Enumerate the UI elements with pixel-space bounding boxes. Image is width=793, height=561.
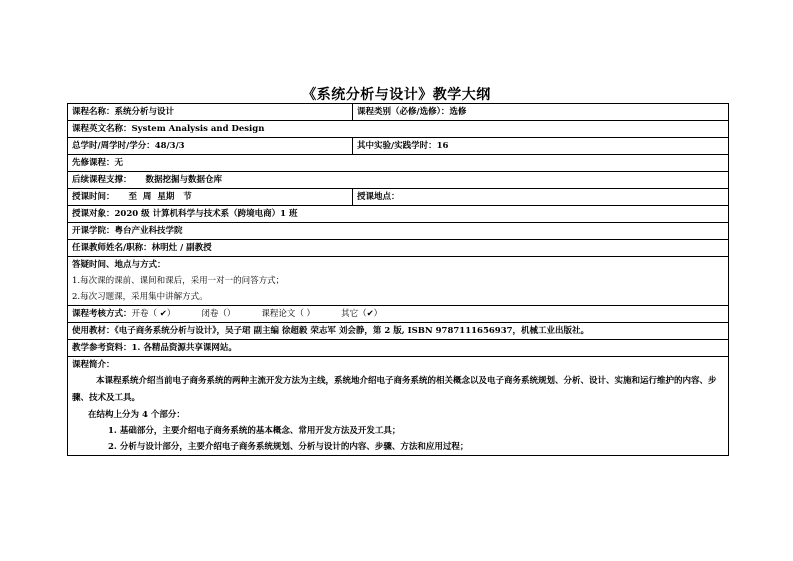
table-row	[68, 104, 729, 121]
time-label: 授课时间：	[72, 192, 115, 202]
hours-cell	[68, 138, 353, 155]
table-row	[68, 121, 729, 138]
exam-closed: 闭卷（）	[201, 309, 236, 319]
table-row	[68, 155, 729, 172]
college-cell	[68, 223, 729, 240]
exam-paper: 课程论文（ ）	[261, 309, 316, 319]
table-row	[68, 206, 729, 223]
college-value: 粤台产业科技学院	[114, 226, 183, 236]
course-type-value: 选修	[449, 107, 467, 117]
table-row	[68, 323, 729, 340]
time-value: 至 周 星期 节	[128, 192, 192, 202]
place-label: 授课地点：	[357, 192, 400, 202]
intro-part: 2. 分析与设计部分，主要介绍电子商务系统规划、分析与设计的内容、步骤、方法和应用过程；	[108, 442, 469, 452]
course-name-label: 课程名称：	[72, 107, 115, 117]
table-row	[68, 257, 729, 306]
table-row	[68, 306, 729, 323]
english-name-cell	[68, 121, 729, 138]
students-cell	[68, 206, 729, 223]
english-name-label: 课程英文名称：	[72, 124, 132, 134]
course-name-cell	[68, 104, 353, 121]
followup-label: 后续课程支撑：	[72, 175, 132, 185]
prereq-value: 无	[114, 158, 124, 168]
lab-hours-label: 其中实验/实践学时：	[357, 141, 437, 151]
textbook-cell	[68, 323, 729, 340]
refs-cell	[68, 340, 729, 357]
intro-label: 课程简介：	[72, 360, 115, 370]
table-row	[68, 357, 729, 456]
followup-cell	[68, 172, 729, 189]
qa-cell	[68, 257, 729, 306]
table-row	[68, 172, 729, 189]
english-name-value: System Analysis and Design	[131, 124, 265, 134]
textbook-value: 《电子商务系统分析与设计》，吴子珺 副主编 徐超毅 荣志军 刘会静，第 2 版, ISBN 9787111656937，机械工业出版社。	[114, 326, 590, 336]
textbook-label: 使用教材：	[72, 326, 115, 336]
teacher-value: 林明灶 / 副教授	[151, 243, 212, 253]
course-name-value: 系统分析与设计	[114, 107, 175, 117]
qa-item: 1.每次课的课前、课间和课后，采用一对一的问答方式；	[72, 276, 285, 286]
table-row	[68, 189, 729, 206]
hours-value: 48/3/3	[154, 141, 185, 151]
hours-label: 总学时/周学时/学分：	[72, 141, 155, 151]
prereq-cell	[68, 155, 729, 172]
teacher-label: 任课教师姓名/职称：	[72, 243, 152, 253]
intro-cell	[68, 357, 729, 456]
refs-value: 1. 各精品资源共享课网站。	[131, 343, 237, 353]
time-cell	[68, 189, 353, 206]
exam-other: 其它（✔）	[341, 309, 383, 319]
students-value: 2020 级 计算机科学与技术系（跨境电商）1 班	[114, 209, 298, 219]
exam-cell	[68, 306, 729, 323]
exam-label: 课程考核方式：	[72, 309, 132, 319]
intro-structure: 在结构上分为 4 个部分：	[88, 410, 185, 420]
lab-hours-value: 16	[436, 141, 449, 151]
course-type-cell	[353, 104, 729, 121]
intro-part: 1. 基础部分，主要介绍电子商务系统的基本概念、常用开发方法及开发工具；	[108, 426, 401, 436]
table-row	[68, 240, 729, 257]
teacher-cell	[68, 240, 729, 257]
table-row	[68, 138, 729, 155]
lab-hours-cell	[353, 138, 729, 155]
prereq-label: 先修课程：	[72, 158, 115, 168]
place-cell	[353, 189, 729, 206]
exam-open: 开卷（ ✔）	[131, 309, 176, 319]
college-label: 开课学院：	[72, 226, 115, 236]
table-row	[68, 223, 729, 240]
refs-label: 教学参考资料：	[72, 343, 132, 353]
table-row	[68, 340, 729, 357]
qa-item: 2.每次习题课，采用集中讲解方式。	[72, 292, 208, 302]
qa-label: 答疑时间、地点与方式：	[72, 260, 166, 270]
students-label: 授课对象：	[72, 209, 115, 219]
intro-paragraph: 本课程系统介绍当前电子商务系统的两种主流开发方法为主线，系统地介绍电子商务系统的相关概念以及电子商务系统规划、分析、设计、实施和运行维护的内容、步骤、技术及工具。	[72, 376, 717, 403]
syllabus-table	[67, 103, 729, 456]
followup-value: 数据挖掘与数据仓库	[145, 175, 223, 185]
page-title: 《系统分析与设计》教学大纲	[302, 87, 491, 103]
course-type-label: 课程类别（必修/选修）：	[357, 107, 450, 117]
